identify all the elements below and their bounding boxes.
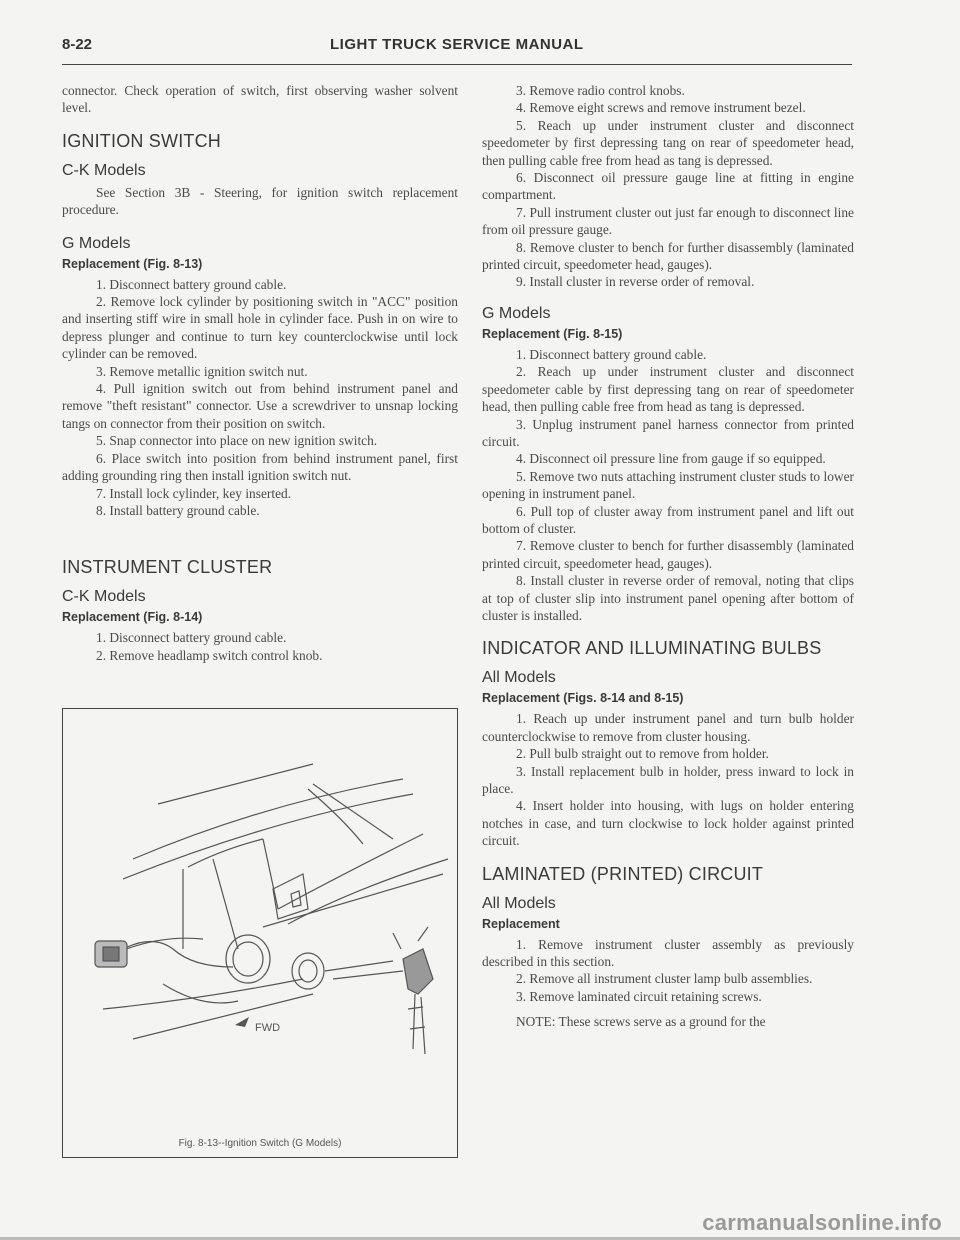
replacement-heading-fig-8-13: Replacement (Fig. 8-13) <box>62 256 203 271</box>
step-item: 9. Install cluster in reverse order of removal. <box>516 274 755 290</box>
step-item: 2. Remove headlamp switch control knob. <box>96 647 323 663</box>
section-heading-ignition-switch: IGNITION SWITCH <box>62 130 221 151</box>
step-item: 8. Install battery ground cable. <box>96 502 260 518</box>
header-rule <box>62 64 852 65</box>
step-item: 4. Pull ignition switch out from behind instrument panel and remove "theft resistant" connector. Use a screwdriver to unsnap locking tangs on connector from their position on switch. <box>62 381 458 431</box>
step-item: 7. Install lock cylinder, key inserted. <box>96 485 292 501</box>
page-header <box>62 36 852 58</box>
subheading-g-models: G Models <box>62 234 131 252</box>
step-item: 6. Place switch into position from behind instrument panel, first adding grounding ring then install ignition switch nut. <box>62 450 458 484</box>
fwd-label: FWD <box>255 1022 281 1034</box>
figure-caption: Fig. 8-13--Ignition Switch (G Models) <box>178 1138 342 1149</box>
step-item: 4. Remove eight screws and remove instrument bezel. <box>516 100 806 116</box>
step-item: 5. Reach up under instrument cluster and disconnect speedometer by first depressing tang on rear of speedometer head, then pulling cable free from head as tang is depressed. <box>482 117 854 168</box>
step-item: 1. Disconnect battery ground cable. <box>96 276 287 292</box>
step-item: 3. Remove metallic ignition switch nut. <box>96 363 308 379</box>
step-item: 8. Install cluster in reverse order of removal, noting that clips at top of cluster slip into instrument panel opening after bottom of cluster is installed. <box>482 573 854 623</box>
step-item: 2. Reach up under instrument cluster and disconnect speedometer cable by first depressing tang on rear of speedometer head, then pulling cable free from head as tang is depressed. <box>482 364 854 415</box>
subheading-ck-models: C-K Models <box>62 588 146 606</box>
right-column <box>482 82 854 1031</box>
step-item: 4. Disconnect oil pressure line from gauge if so equipped. <box>516 451 826 467</box>
step-item: 8. Remove cluster to bench for further disassembly (laminated printed circuit, speedometer head, gauges). <box>482 239 854 273</box>
step-item: 2. Remove lock cylinder by positioning switch in "ACC" position and inserting stiff wire in small hole in cylinder face. Push in on wire to depress plunger and continue to turn key counterclockwise until lock cylinder can be removed. <box>62 294 458 362</box>
subheading-g-models: G Models <box>482 304 551 322</box>
running-title: LIGHT TRUCK SERVICE MANUAL <box>330 36 584 53</box>
step-item: 6. Disconnect oil pressure gauge line at fitting in engine compartment. <box>482 170 854 203</box>
step-item: 1. Disconnect battery ground cable. <box>96 630 287 646</box>
replacement-heading-figs-8-14-8-15: Replacement (Figs. 8-14 and 8-15) <box>482 691 684 706</box>
replacement-heading: Replacement <box>482 916 560 931</box>
step-item: 4. Insert holder into housing, with lugs on holder entering notches in case, and turn clockwise to lock holder against printed circuit. <box>482 798 854 849</box>
step-item: 7. Remove cluster to bench for further disassembly (laminated printed circuit, speedometer head, gauges). <box>482 538 854 571</box>
step-item: 2. Pull bulb straight out to remove from holder. <box>516 746 769 762</box>
watermark: carmanualsonline.info <box>702 1210 942 1235</box>
step-item: 7. Pull instrument cluster out just far enough to disconnect line from oil pressure gauge. <box>482 204 854 238</box>
step-item: 3. Remove laminated circuit retaining screws. <box>516 988 762 1004</box>
section-heading-indicator-bulbs: INDICATOR AND ILLUMINATING BULBS <box>482 638 822 659</box>
step-item: 6. Pull top of cluster away from instrument panel and lift out bottom of cluster. <box>482 503 854 536</box>
page-number: 8-22 <box>62 36 93 53</box>
step-item: 2. Remove all instrument cluster lamp bulb assemblies. <box>516 971 813 987</box>
subheading-ck-models: C-K Models <box>62 161 146 179</box>
ck-ignition-paragraph: See Section 3B - Steering, for ignition switch replacement procedure. <box>62 184 458 218</box>
section-heading-instrument-cluster: INSTRUMENT CLUSTER <box>62 557 273 578</box>
step-item: 3. Unplug instrument panel harness connector from printed circuit. <box>482 416 854 449</box>
replacement-heading-fig-8-14: Replacement (Fig. 8-14) <box>62 610 203 625</box>
subheading-all-models: All Models <box>482 894 556 912</box>
note-paragraph: NOTE: These screws serve as a ground for the <box>516 1014 766 1030</box>
figure-8-13 <box>62 708 458 1158</box>
left-column <box>62 82 458 664</box>
step-item: 1. Disconnect battery ground cable. <box>516 346 707 362</box>
section-heading-laminated-circuit: LAMINATED (PRINTED) CIRCUIT <box>482 863 764 884</box>
intro-paragraph: connector. Check operation of switch, first observing washer solvent level. <box>62 83 458 116</box>
ignition-switch-illustration <box>63 709 457 1157</box>
step-item: 3. Install replacement bulb in holder, press inward to lock in place. <box>482 763 854 796</box>
step-item: 5. Remove two nuts attaching instrument cluster studs to lower opening in instrument panel. <box>482 468 854 502</box>
step-item: 5. Snap connector into place on new ignition switch. <box>96 433 378 449</box>
step-item: 3. Remove radio control knobs. <box>516 83 685 98</box>
step-item: 1. Reach up under instrument panel and turn bulb holder counterclockwise to remove from cluster housing. <box>482 711 854 744</box>
subheading-all-models: All Models <box>482 669 556 687</box>
step-item: 1. Remove instrument cluster assembly as previously described in this section. <box>482 936 854 970</box>
replacement-heading-fig-8-15: Replacement (Fig. 8-15) <box>482 326 623 341</box>
